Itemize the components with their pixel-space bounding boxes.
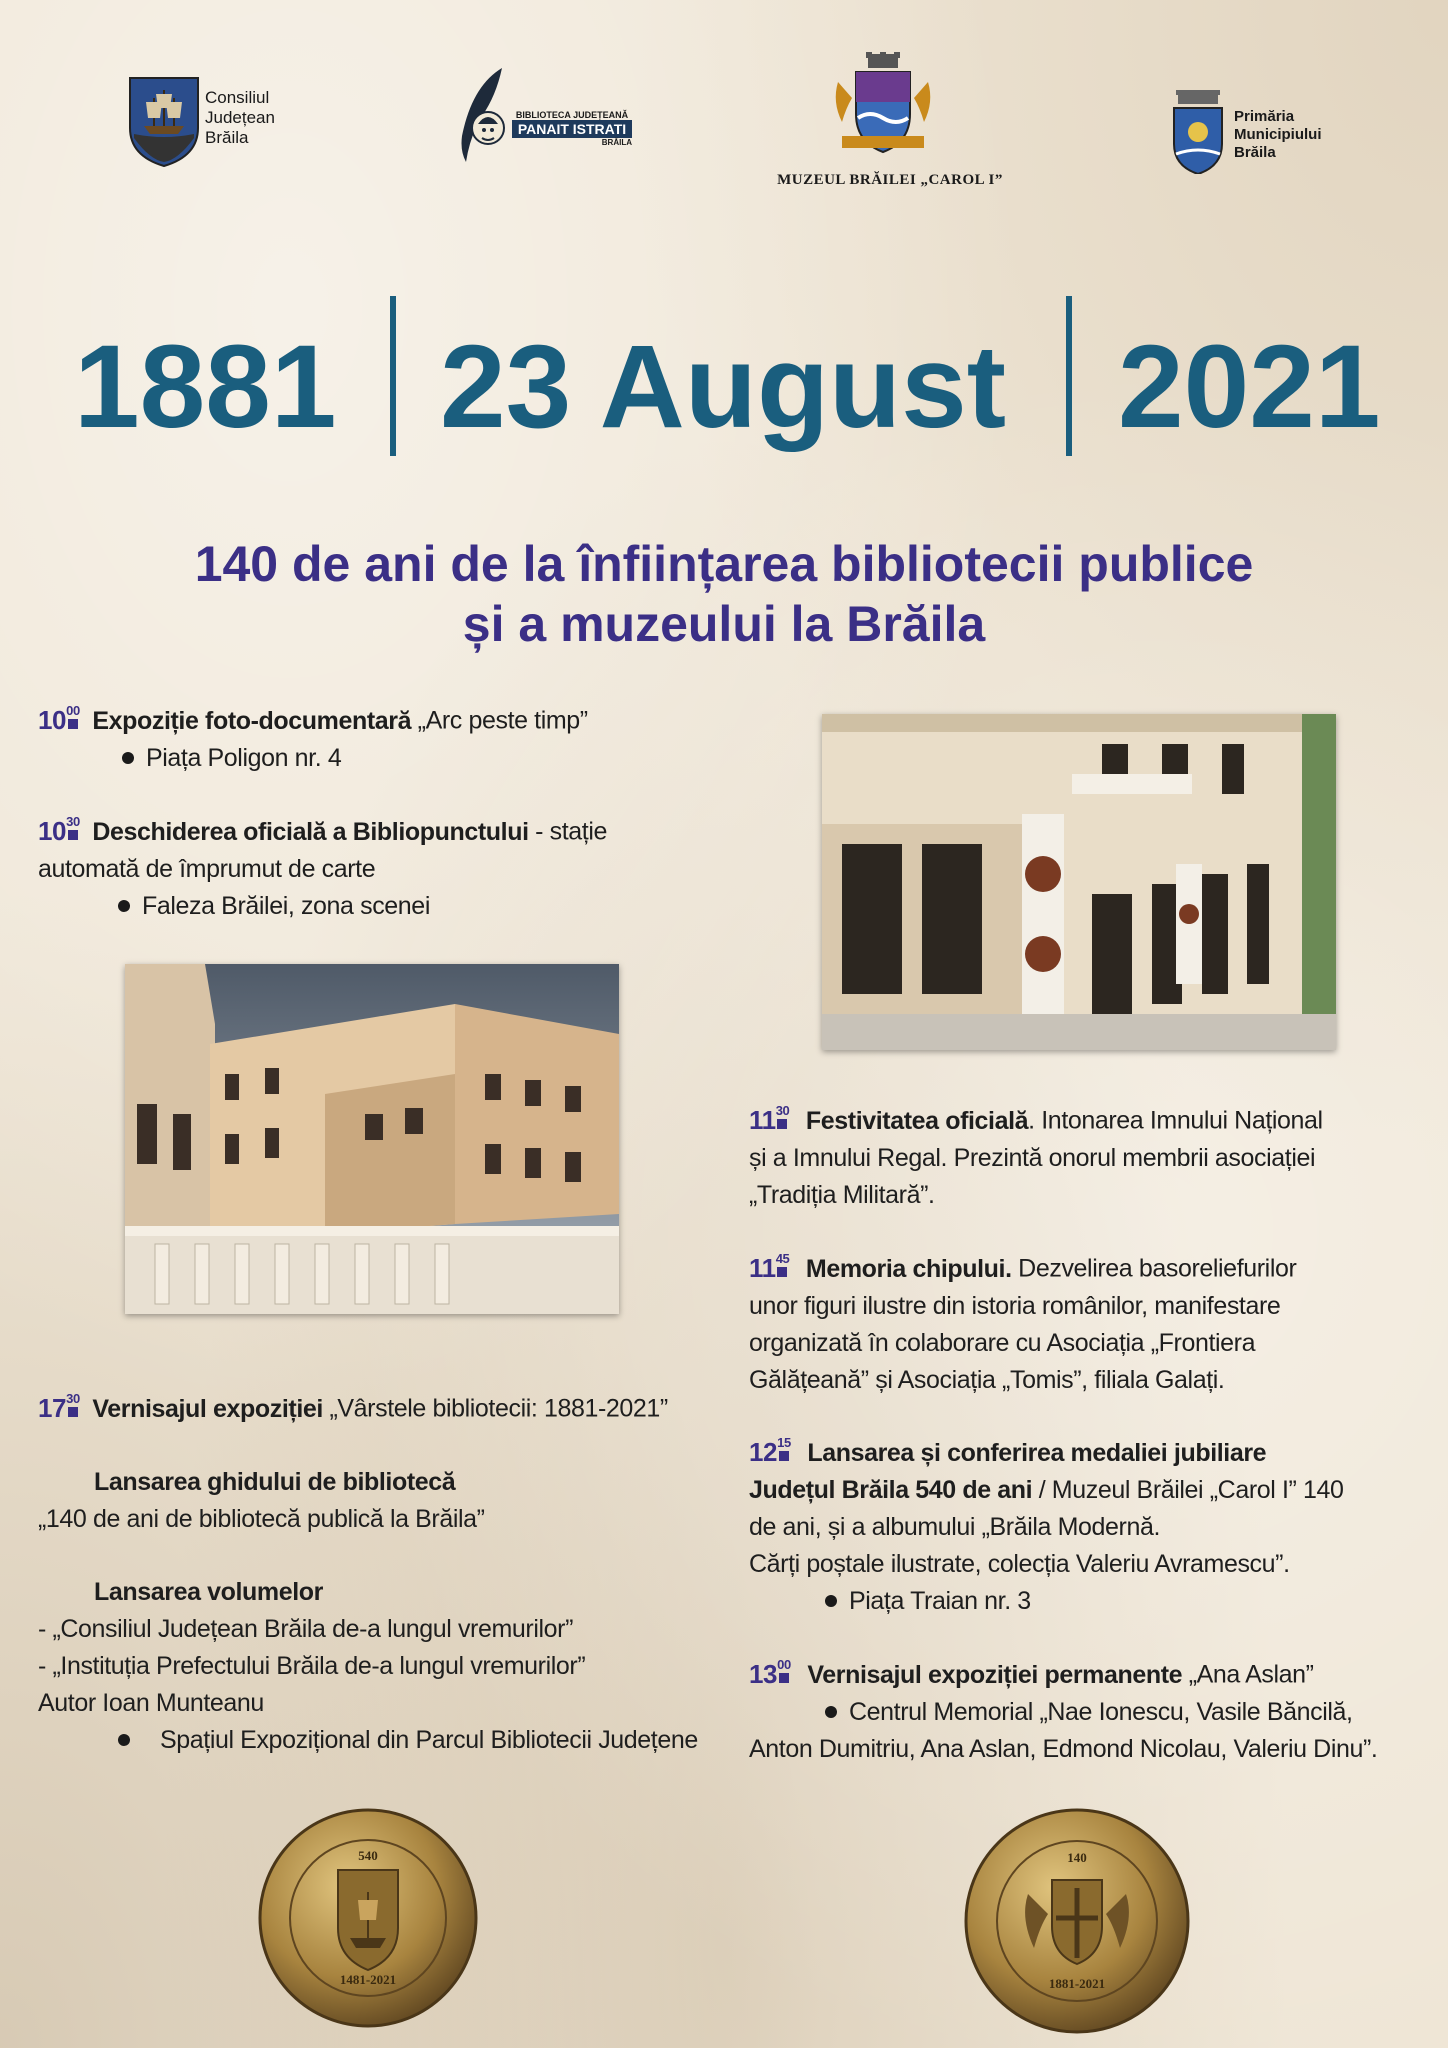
event-time: $17^{30}$ (38, 1391, 80, 1423)
medal-county-540 (258, 1808, 478, 2028)
medal-county-image (258, 1808, 478, 2028)
event-detail-3: „Tradiția Militară”. (749, 1180, 935, 1209)
event-place: Piața Poligon nr. 4 (146, 743, 342, 772)
event-title: Vernisajul expoziției permanente (807, 1660, 1183, 1689)
county-council-line2: Județean (205, 108, 275, 127)
event-place-2: Anton Dumitriu, Ana Aslan, Edmond Nicolau, Valeriu Dinu”. (749, 1734, 1378, 1763)
bullet-icon (118, 900, 130, 912)
subtitle-line1: 140 de ani de la înființarea bibliotecii publice (194, 536, 1254, 592)
event-title: Deschiderea oficială a Bibliopunctului (92, 817, 529, 846)
city-coat-of-arms-icon (1170, 90, 1226, 174)
medal-museum-image (964, 1808, 1190, 2034)
logo-library (452, 66, 632, 166)
library-line2: PANAIT ISTRATI (512, 120, 632, 138)
library-line1: BIBLIOTECA JUDEȚEANĂ (515, 110, 629, 120)
event-title: Lansarea și conferirea medaliei jubiliare (807, 1438, 1267, 1467)
headline-divider-right (1066, 296, 1072, 456)
event-detail-2: automată de împrumut de carte (38, 854, 376, 883)
library-building-image (125, 964, 619, 1314)
event-title: Memoria chipului. (805, 1254, 1012, 1283)
subtitle (0, 534, 1448, 654)
event-detail-4: Gălățeană” și Asociația „Tomis”, filiala Galați. (749, 1365, 1225, 1394)
event-title: Vernisajul expoziției (92, 1394, 323, 1423)
volume-1: - „Consiliul Județean Brăila de-a lungul vremurilor” (38, 1614, 573, 1643)
event-1030 (38, 807, 758, 925)
museum-building-image (822, 714, 1336, 1050)
bullet-icon (118, 1734, 130, 1746)
event-detail-2: de ani, și a albumului „Brăila Modernă. (749, 1512, 1161, 1541)
event-title: Expoziție foto-documentară (92, 706, 412, 735)
event-place: Piața Traian nr. 3 (849, 1586, 1031, 1615)
event-detail: „Vârstele bibliotecii: 1881-2021” (322, 1394, 668, 1423)
headline-start-year: 1881 (74, 321, 337, 453)
event-detail: - stație (528, 817, 608, 846)
medal-county-years: 1481-2021 (339, 1972, 397, 1987)
volume-2: - „Instituția Prefectului Brăila de-a lungul vremurilor” (38, 1651, 586, 1680)
library-building-photo (125, 964, 619, 1314)
event-detail: „Arc peste timp” (411, 706, 588, 735)
event-time: $10^{30}$ (38, 814, 80, 846)
event-detail: „Ana Aslan” (1182, 1660, 1314, 1689)
bullet-icon (825, 1595, 837, 1607)
headline-date: 23 August (440, 321, 1007, 453)
event-1300 (749, 1650, 1439, 1768)
event-1215 (749, 1428, 1439, 1620)
county-council-line1: Consiliul (205, 88, 270, 107)
county-council-line3: Brăila (205, 128, 249, 147)
event-1730 (38, 1384, 758, 1759)
headline-end-year: 2021 (1118, 321, 1381, 453)
city-hall-line1: Primăria (1234, 108, 1295, 125)
logo-county-council (128, 76, 298, 166)
event-time: $11^{30}$ (749, 1103, 790, 1135)
subtitle-line2: și a muzeului la Brăila (462, 596, 986, 652)
event-place: Spațiul Expozițional din Parcul Bibliotecii Județene (160, 1725, 698, 1754)
event-title: Festivitatea oficială (805, 1106, 1029, 1135)
volumes-launch-title: Lansarea volumelor (94, 1577, 324, 1606)
headline-divider-left (390, 296, 396, 456)
event-place: Faleza Brăilei, zona scenei (142, 891, 430, 920)
library-line3: BRĂILA (601, 138, 632, 147)
museum-coat-of-arms-icon (828, 52, 938, 162)
event-place: Centrul Memorial „Nae Ionescu, Vasile Băncilă, (849, 1697, 1353, 1726)
guide-launch-title: Lansarea ghidului de bibliotecă (94, 1467, 456, 1496)
medal-museum-years: 1881-2021 (1048, 1976, 1106, 1991)
city-hall-line2: Municipiului (1234, 126, 1322, 143)
event-detail: / Muzeul Brăilei „Carol I” 140 (1032, 1475, 1344, 1504)
event-time: $12^{15}$ (749, 1435, 791, 1467)
event-time: $11^{45}$ (749, 1251, 790, 1283)
event-title-2: Județul Brăila 540 de ani (749, 1475, 1033, 1504)
medal-museum-number: 140 (1067, 1850, 1087, 1865)
medal-county-number: 540 (358, 1848, 378, 1863)
event-detail-2: și a Imnului Regal. Prezintă onorul membrii asociației (749, 1143, 1316, 1172)
event-1000 (38, 696, 758, 777)
event-detail: . Intonarea Imnului Național (1028, 1106, 1323, 1135)
medal-museum-140 (964, 1808, 1190, 2034)
bullet-icon (825, 1706, 837, 1718)
event-time: $10^{00}$ (38, 703, 80, 735)
bullet-icon (122, 752, 134, 764)
logo-museum (760, 52, 1020, 197)
city-hall-line3: Brăila (1234, 144, 1276, 161)
event-time: $13^{00}$ (749, 1657, 791, 1689)
museum-caption: MUZEUL BRĂILEI „CAROL I” (777, 172, 1003, 188)
headline (0, 296, 1448, 476)
event-detail: Dezvelirea basoreliefurilor (1011, 1254, 1297, 1283)
county-coat-of-arms-icon (128, 76, 200, 168)
event-detail-3: organizată în colaborare cu Asociația „Frontiera (749, 1328, 1256, 1357)
event-1130 (749, 1096, 1429, 1214)
museum-building-photo (822, 714, 1336, 1050)
volumes-author: Autor Ioan Munteanu (38, 1688, 264, 1717)
event-1145 (749, 1244, 1429, 1399)
guide-launch-detail: „140 de ani de bibliotecă publică la Brăila” (38, 1504, 485, 1533)
event-detail-3: Cărți poștale ilustrate, colecția Valeriu Avramescu”. (749, 1549, 1290, 1578)
event-detail-2: unor figuri ilustre din istoria românilor, manifestare (749, 1291, 1281, 1320)
logo-city-hall (1170, 90, 1340, 175)
